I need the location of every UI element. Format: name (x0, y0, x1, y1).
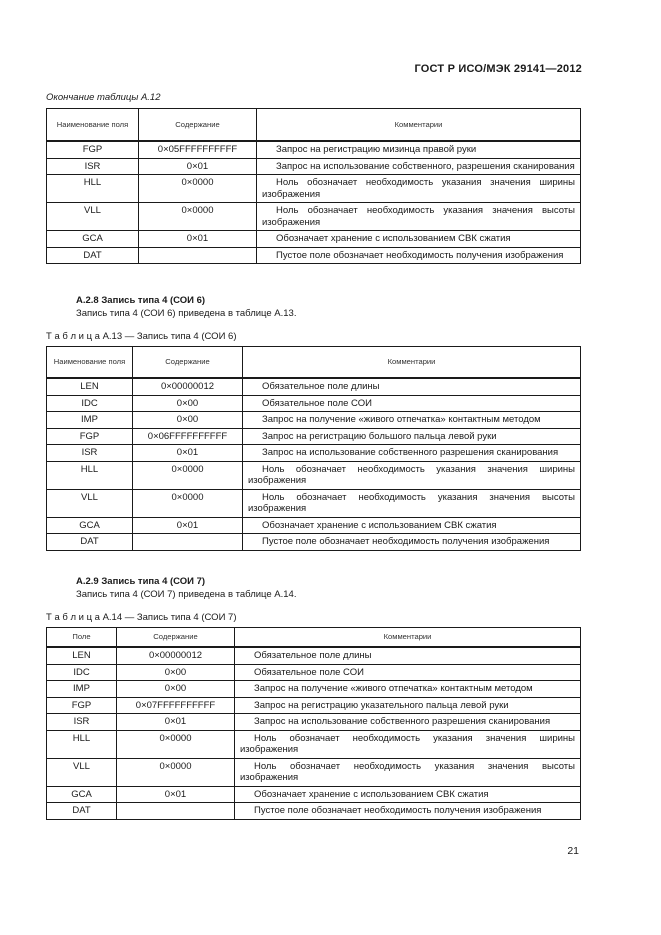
cell-field-name: GCA (47, 231, 139, 248)
cell-comment: Пустое поле обозначает необходимость получения изображения (243, 534, 581, 551)
cell-content: 0×05FFFFFFFFFF (139, 141, 257, 158)
cell-field-name: IMP (47, 681, 117, 698)
section-text-a29: Запись типа 4 (СОИ 7) приведена в таблице А.14. (76, 589, 297, 600)
table-header-row (47, 347, 581, 379)
cell-field-name: ISR (47, 158, 139, 175)
cell-comment: Ноль обозначает необходимость указания значения ширины изображения (243, 461, 581, 489)
cell-content (133, 534, 243, 551)
table-row (47, 428, 581, 445)
table-row (47, 714, 581, 731)
table-row (47, 681, 581, 698)
column-header-comment: Комментарии (243, 347, 581, 379)
cell-comment: Запрос на регистрацию мизинца правой руки (257, 141, 581, 158)
table-row (47, 461, 581, 489)
cell-field-name: ISR (47, 714, 117, 731)
cell-content: 0×0000 (139, 203, 257, 231)
cell-comment: Обязательное поле СОИ (235, 664, 581, 681)
section-text-a28: Запись типа 4 (СОИ 6) приведена в таблице А.13. (76, 308, 297, 319)
table-row (47, 664, 581, 681)
table-row (47, 697, 581, 714)
cell-comment: Пустое поле обозначает необходимость получения изображения (257, 247, 581, 264)
cell-comment: Запрос на регистрацию указательного пальца левой руки (235, 697, 581, 714)
cell-field-name: VLL (47, 203, 139, 231)
cell-content: 0×07FFFFFFFFFF (117, 697, 235, 714)
cell-field-name: GCA (47, 786, 117, 803)
cell-content: 0×0000 (117, 730, 235, 758)
table-row (47, 203, 581, 231)
cell-comment: Обязательное поле СОИ (243, 395, 581, 412)
cell-field-name: LEN (47, 647, 117, 664)
table-row (47, 445, 581, 462)
cell-content (117, 803, 235, 820)
table-row (47, 231, 581, 248)
cell-content: 0×00 (117, 681, 235, 698)
cell-field-name: DAT (47, 247, 139, 264)
cell-comment: Обозначает хранение с использованием СВК сжатия (257, 231, 581, 248)
cell-content: 0×01 (117, 714, 235, 731)
cell-content: 0×0000 (133, 489, 243, 517)
cell-comment: Ноль обозначает необходимость указания значения высоты изображения (243, 489, 581, 517)
table-row (47, 730, 581, 758)
page-number: 21 (567, 845, 579, 857)
table-row (47, 786, 581, 803)
table-14-caption: Т а б л и ц а А.14 — Запись типа 4 (СОИ 7) (46, 612, 237, 623)
cell-field-name: HLL (47, 175, 139, 203)
table-row (47, 158, 581, 175)
cell-comment: Обозначает хранение с использованием СВК сжатия (235, 786, 581, 803)
cell-content: 0×01 (133, 517, 243, 534)
cell-field-name: IMP (47, 412, 133, 429)
table-row (47, 378, 581, 395)
table-14 (46, 627, 581, 820)
cell-comment: Запрос на регистрацию большого пальца левой руки (243, 428, 581, 445)
table-12-caption: Окончание таблицы А.12 (46, 92, 161, 103)
table-row (47, 247, 581, 264)
column-header-content: Содержание (117, 628, 235, 648)
section-heading-a28: А.2.8 Запись типа 4 (СОИ 6) (76, 295, 206, 306)
cell-field-name: FGP (47, 697, 117, 714)
cell-content: 0×00 (117, 664, 235, 681)
section-heading-a29: А.2.9 Запись типа 4 (СОИ 7) (76, 576, 206, 587)
table-13 (46, 346, 581, 551)
cell-comment: Обязательное поле длины (243, 378, 581, 395)
cell-comment: Ноль обозначает необходимость указания значения ширины изображения (235, 730, 581, 758)
cell-comment: Запрос на использование собственного разрешения сканирования (243, 445, 581, 462)
cell-content: 0×0000 (139, 175, 257, 203)
cell-content: 0×0000 (117, 758, 235, 786)
cell-comment: Обозначает хранение с использованием СВК сжатия (243, 517, 581, 534)
cell-comment: Запрос на использование собственного разрешения сканирования (235, 714, 581, 731)
table-row (47, 489, 581, 517)
column-header-content: Содержание (139, 109, 257, 142)
cell-field-name: DAT (47, 534, 133, 551)
cell-comment: Ноль обозначает необходимость указания значения высоты изображения (235, 758, 581, 786)
cell-content: 0×0000 (133, 461, 243, 489)
table-row (47, 395, 581, 412)
table-row (47, 758, 581, 786)
cell-content: 0×01 (139, 158, 257, 175)
table-row (47, 517, 581, 534)
cell-comment: Ноль обозначает необходимость указания значения высоты изображения (257, 203, 581, 231)
table-row (47, 141, 581, 158)
column-header-content: Содержание (133, 347, 243, 379)
document-code: ГОСТ Р ИСО/МЭК 29141—2012 (414, 63, 582, 75)
cell-field-name: HLL (47, 730, 117, 758)
column-header-name: Наименование поля (47, 347, 133, 379)
cell-content: 0×00000012 (133, 378, 243, 395)
cell-field-name: LEN (47, 378, 133, 395)
cell-content: 0×01 (133, 445, 243, 462)
cell-content: 0×01 (139, 231, 257, 248)
cell-content: 0×01 (117, 786, 235, 803)
table-row (47, 175, 581, 203)
cell-field-name: FGP (47, 428, 133, 445)
cell-field-name: IDC (47, 664, 117, 681)
cell-comment: Ноль обозначает необходимость указания значения ширины изображения (257, 175, 581, 203)
table-header-row (47, 109, 581, 142)
cell-comment: Пустое поле обозначает необходимость получения изображения (235, 803, 581, 820)
cell-field-name: ISR (47, 445, 133, 462)
table-row (47, 412, 581, 429)
cell-field-name: HLL (47, 461, 133, 489)
column-header-name: Наименование поля (47, 109, 139, 142)
cell-field-name: DAT (47, 803, 117, 820)
cell-content: 0×00 (133, 412, 243, 429)
table-row (47, 803, 581, 820)
cell-field-name: IDC (47, 395, 133, 412)
table-row (47, 647, 581, 664)
cell-field-name: FGP (47, 141, 139, 158)
column-header-comment: Комментарии (235, 628, 581, 648)
table-13-caption: Т а б л и ц а А.13 — Запись типа 4 (СОИ 6) (46, 331, 237, 342)
column-header-comment: Комментарии (257, 109, 581, 142)
table-row (47, 534, 581, 551)
cell-content: 0×06FFFFFFFFFF (133, 428, 243, 445)
cell-comment: Обязательное поле длины (235, 647, 581, 664)
cell-content (139, 247, 257, 264)
cell-content: 0×00 (133, 395, 243, 412)
column-header-name: Поле (47, 628, 117, 648)
table-header-row (47, 628, 581, 648)
cell-field-name: GCA (47, 517, 133, 534)
cell-comment: Запрос на получение «живого отпечатка» контактным методом (235, 681, 581, 698)
cell-content: 0×00000012 (117, 647, 235, 664)
cell-comment: Запрос на использование собственного, разрешения сканирования (257, 158, 581, 175)
cell-field-name: VLL (47, 489, 133, 517)
cell-comment: Запрос на получение «живого отпечатка» контактным методом (243, 412, 581, 429)
table-12 (46, 108, 581, 264)
cell-field-name: VLL (47, 758, 117, 786)
